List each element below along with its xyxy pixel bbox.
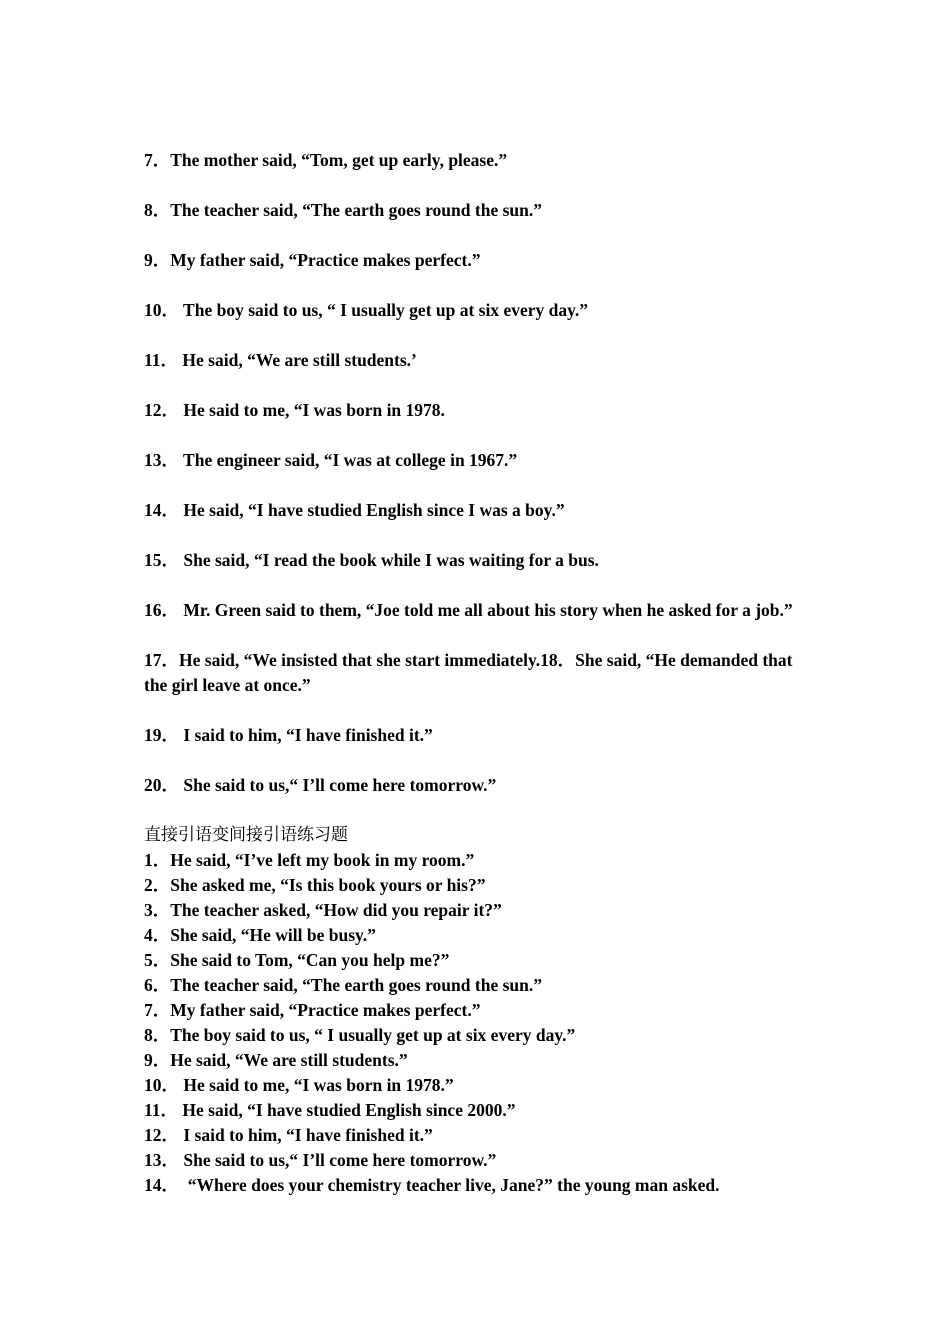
- section-heading: 直接引语变间接引语练习题: [144, 825, 348, 845]
- exercise-item-17-18: 17．He said, “We insisted that she start immediately.18．She said, “He demanded that the girl leave at once.”: [144, 650, 797, 695]
- exercise-item-12: 12． He said to me, “I was born in 1978.: [144, 400, 445, 420]
- list-item: 4．She said, “He will be busy.”: [144, 925, 376, 945]
- list-item: 7．My father said, “Practice makes perfect.”: [144, 1000, 481, 1020]
- exercise-item-14: 14． He said, “I have studied English since I was a boy.”: [144, 500, 565, 520]
- list-item: 2．She asked me, “Is this book yours or his?”: [144, 875, 486, 895]
- list-item: 11． He said, “I have studied English since 2000.”: [144, 1100, 516, 1120]
- list-item: 13． She said to us,“ I’ll come here tomorrow.”: [144, 1150, 497, 1170]
- exercise-section-1: [144, 148, 814, 798]
- list-item: 1．He said, “I’ve left my book in my room.”: [144, 850, 475, 870]
- list-item: 5．She said to Tom, “Can you help me?”: [144, 950, 450, 970]
- list-item: 3．The teacher asked, “How did you repair it?”: [144, 900, 502, 920]
- exercise-item-19: 19． I said to him, “I have finished it.”: [144, 725, 433, 745]
- exercise-item-8: 8．The teacher said, “The earth goes round the sun.”: [144, 200, 542, 220]
- exercise-item-20: 20． She said to us,“ I’ll come here tomorrow.”: [144, 775, 497, 795]
- exercise-item-9: 9．My father said, “Practice makes perfect.”: [144, 250, 481, 270]
- exercise-item-13: 13． The engineer said, “I was at college in 1967.”: [144, 450, 518, 470]
- exercise-item-10: 10． The boy said to us, “ I usually get up at six every day.”: [144, 300, 589, 320]
- list-item: 9．He said, “We are still students.”: [144, 1050, 408, 1070]
- list-item: 8．The boy said to us, “ I usually get up at six every day.”: [144, 1025, 576, 1045]
- list-item: 10． He said to me, “I was born in 1978.”: [144, 1075, 454, 1095]
- document-page: [144, 148, 814, 1198]
- exercise-item-7: 7．The mother said, “Tom, get up early, please.”: [144, 150, 508, 170]
- list-item: 12． I said to him, “I have finished it.”: [144, 1125, 433, 1145]
- exercise-item-15: 15． She said, “I read the book while I was waiting for a bus.: [144, 550, 599, 570]
- exercise-item-11: 11． He said, “We are still students.’: [144, 350, 417, 370]
- list-item: 6．The teacher said, “The earth goes round the sun.”: [144, 975, 542, 995]
- exercise-item-16: 16． Mr. Green said to them, “Joe told me all about his story when he asked for a job.”: [144, 600, 793, 620]
- exercise-section-2: [144, 823, 814, 1198]
- list-item: 14． “Where does your chemistry teacher live, Jane?” the young man asked.: [144, 1175, 720, 1195]
